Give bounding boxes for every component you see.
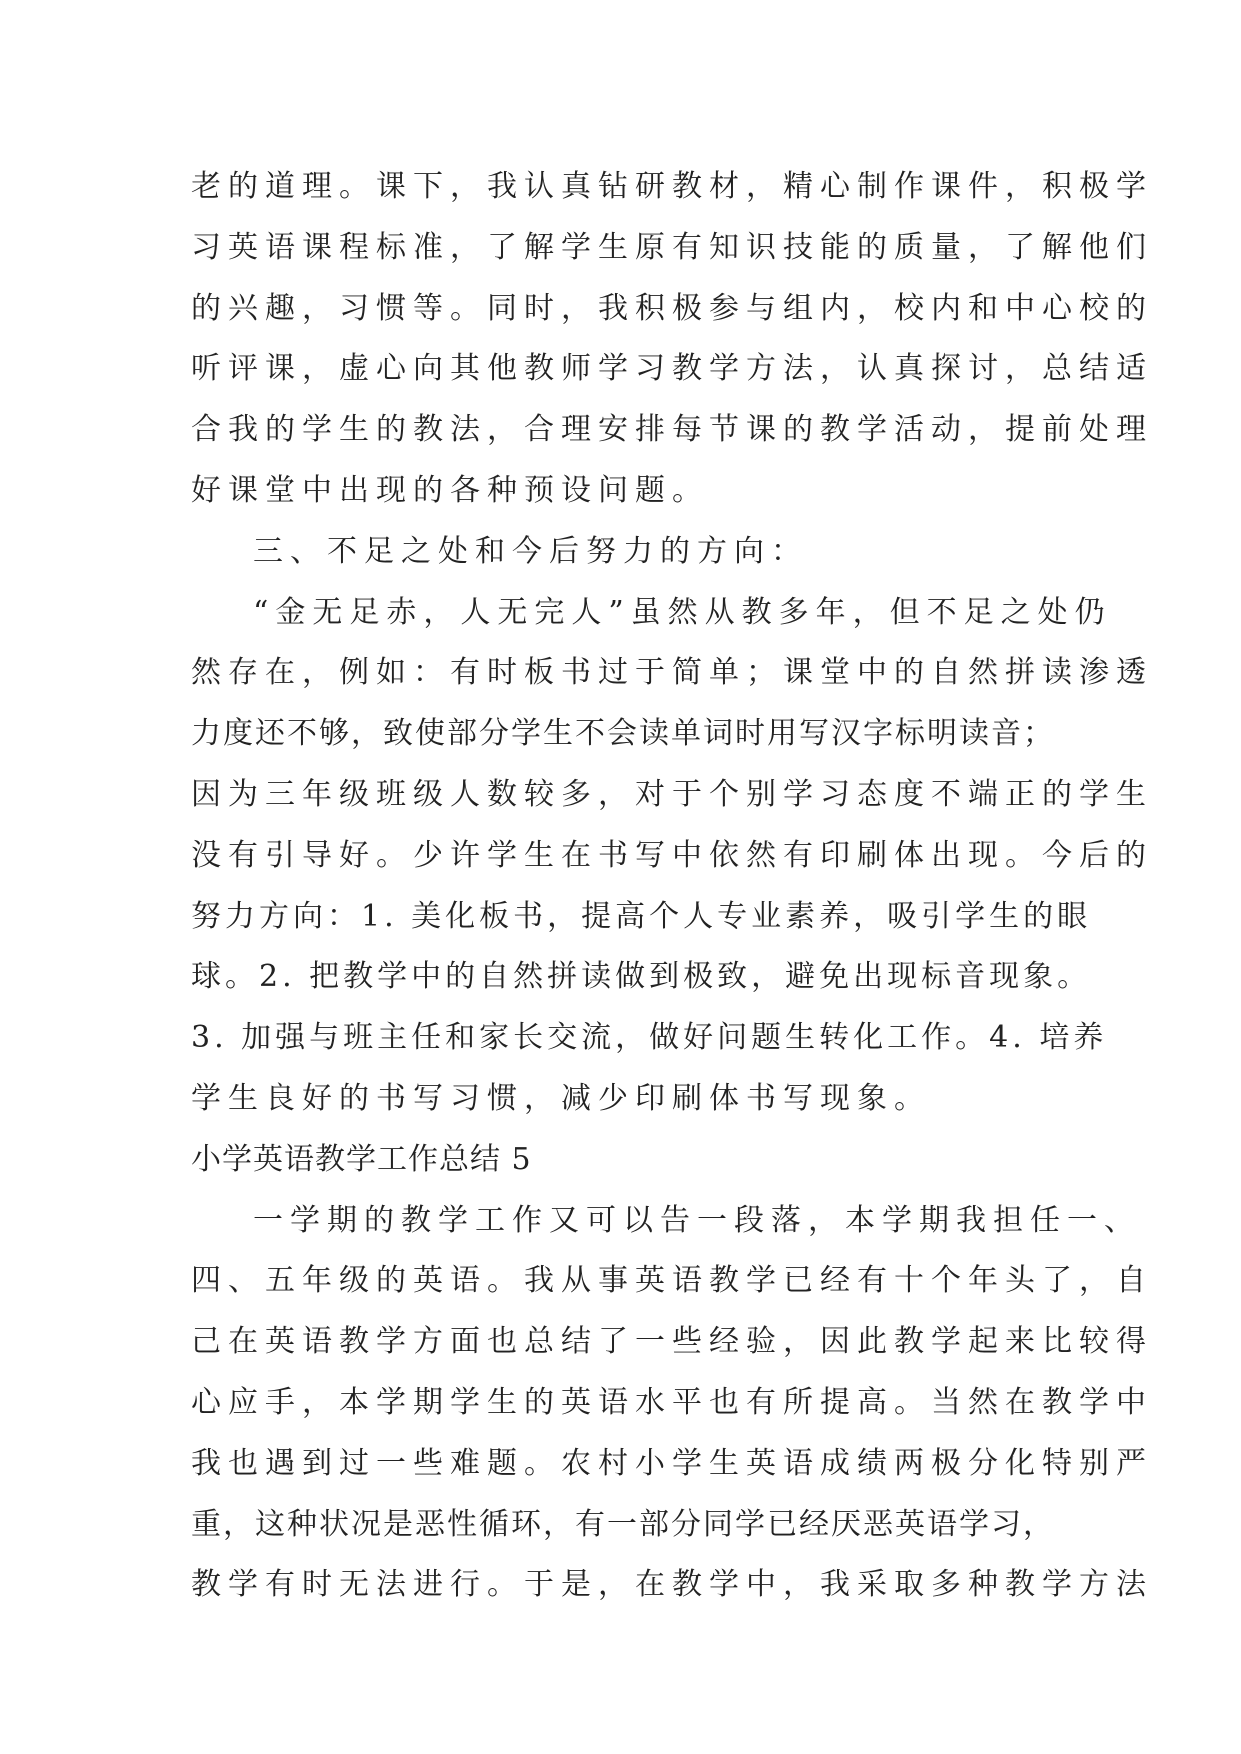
text-line: 合我的学生的教法，合理安排每节课的教学活动，提前处理 [191, 412, 1153, 448]
document-body [191, 157, 1153, 1616]
text-line: 好课堂中出现的各种预设问题。 [191, 472, 709, 508]
text-line: 球。2. 把教学中的自然拼读做到极致，避免出现标音现象。 [191, 959, 1092, 995]
text-line: 因为三年级班级人数较多，对于个别学习态度不端正的学生 [191, 776, 1153, 812]
text-line: 力度还不够，致使部分学生不会读单词时用写汉字标明读音； [191, 716, 1055, 752]
text-line: 心应手，本学期学生的英语水平也有所提高。当然在教学中 [191, 1384, 1153, 1420]
text-line: 没有引导好。少许学生在书写中依然有印刷体出现。今后的 [191, 837, 1153, 873]
text-line: 3. 加强与班主任和家长交流，做好问题生转化工作。4. 培养 [191, 1020, 1108, 1056]
text-line: 的兴趣，习惯等。同时，我积极参与组内，校内和中心校的 [191, 290, 1153, 326]
text-line: 听评课，虚心向其他教师学习教学方法，认真探讨，总结适 [191, 351, 1153, 387]
text-line: 习英语课程标准，了解学生原有知识技能的质量，了解他们 [191, 229, 1153, 265]
text-line: 教学有时无法进行。于是，在教学中，我采取多种教学方法 [191, 1567, 1153, 1603]
section-title: 小学英语教学工作总结 5 [191, 1141, 532, 1177]
text-line: 重，这种状况是恶性循环，有一部分同学已经厌恶英语学习， [191, 1506, 1055, 1542]
paragraph-first-line: 一学期的教学工作又可以告一段落，本学期我担任一、 [253, 1202, 1141, 1238]
text-line: 四、五年级的英语。我从事英语教学已经有十个年头了，自 [191, 1263, 1153, 1299]
section-heading: 三、不足之处和今后努力的方向： [253, 533, 808, 569]
text-line: 然存在，例如：有时板书过于简单；课堂中的自然拼读渗透 [191, 655, 1153, 691]
text-line: 学生良好的书写习惯，减少印刷体书写现象。 [191, 1080, 931, 1116]
paragraph-first-line: “金无足赤，人无完人”虽然从教多年，但不足之处仍 [253, 594, 1112, 630]
text-line: 己在英语教学方面也总结了一些经验，因此教学起来比较得 [191, 1324, 1153, 1360]
text-line: 我也遇到过一些难题。农村小学生英语成绩两极分化特别严 [191, 1445, 1153, 1481]
text-line: 努力方向：1. 美化板书，提高个人专业素养，吸引学生的眼 [191, 898, 1092, 934]
text-line: 老的道理。课下，我认真钻研教材，精心制作课件，积极学 [191, 169, 1153, 204]
